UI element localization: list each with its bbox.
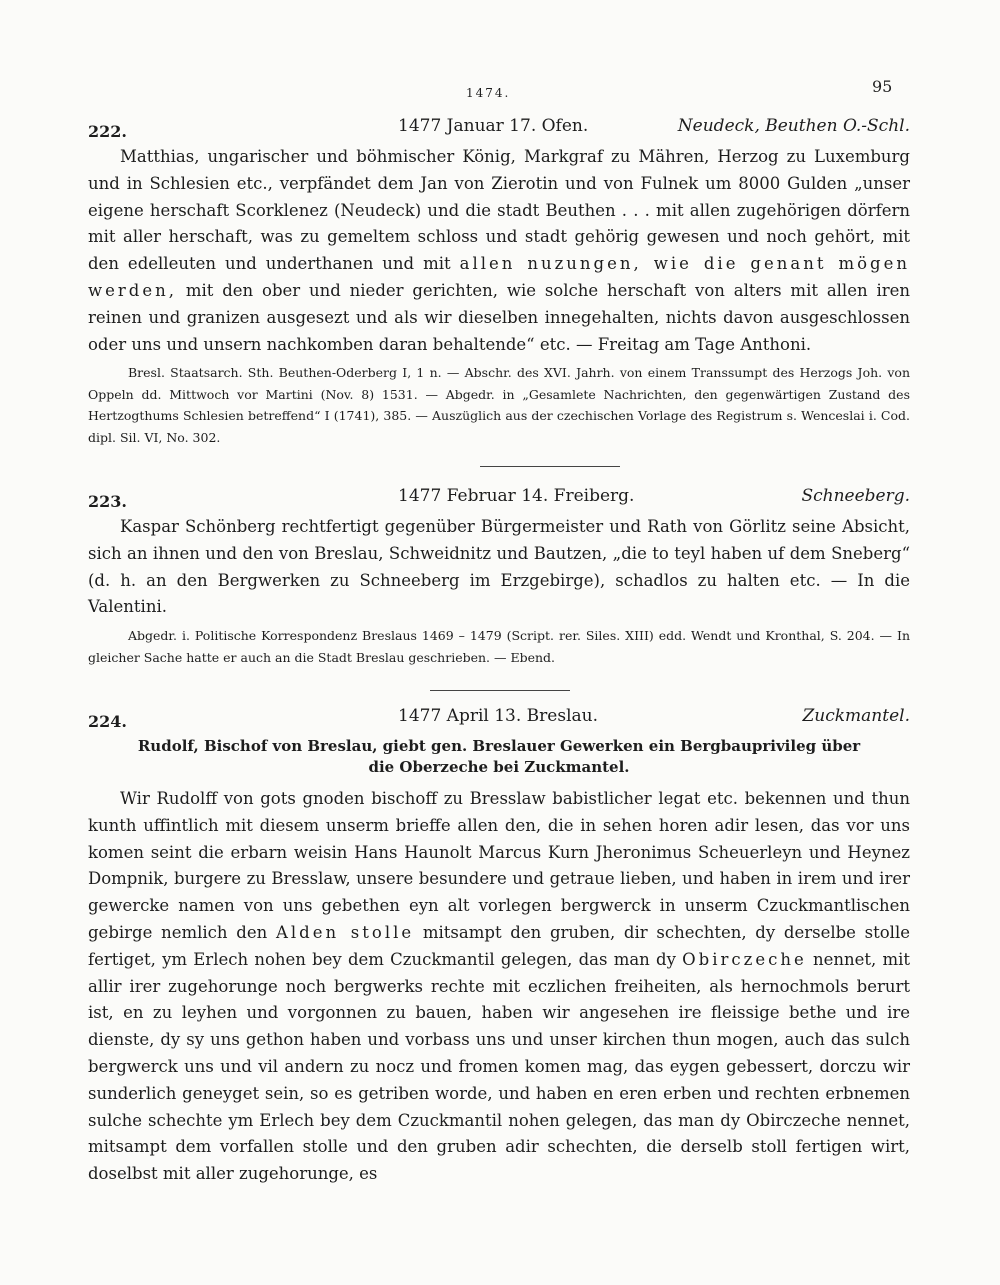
running-header-year: 1474.: [466, 86, 511, 100]
entry-number: 223.: [88, 492, 127, 511]
spaced-text: Alden stolle: [275, 922, 415, 942]
entry-223: [88, 486, 910, 668]
entry-date: 1477 Februar 14. Freiberg.: [398, 486, 635, 506]
entry-text-part: mit den ober und nieder gerichten, wie solche herschaft von alters mit allen iren reinen und granizen ausgesezt und als wir dieselben innegehalten, nichts davon ausgeschlossen oder uns und unsern nachkomben daran behaltende“ etc. — Freitag am Tage Anthoni.: [88, 280, 910, 354]
entry-place: Schneeberg.: [801, 486, 910, 506]
entry-text: [88, 786, 910, 1188]
entry-notes: [88, 362, 910, 448]
entry-heading: [88, 486, 910, 514]
entry-text: [88, 144, 910, 358]
entry-date: 1477 April 13. Breslau.: [398, 706, 598, 726]
notes-text: Bresl. Staatsarch. Sth. Beuthen-Oderberg I, 1 n. — Abschr. des XVI. Jahrh. von einem Transsumpt des Herzogs Joh. von Oppeln dd. Mittwoch vor Martini (Nov. 8) 1531. — Abgedr. in „Gesamlete Nachrichten, den gegenwärtigen Zustand des Hertzogthums Schlesien betreffend“ I (1741), 385. — Auszüglich aus der czechischen Vorlage des Registrum s. Wenceslai i. Cod. dipl. Sil. VI, No. 302.: [88, 365, 910, 445]
entry-text-part: mitsampt den gruben, dir schechten, dy derselbe stolle fertiget, ym Erlech nohen bey dem Czuckmantil gelegen, das man dy: [88, 922, 911, 969]
entry-place: Neudeck, Beuthen O.-Schl.: [677, 116, 910, 136]
entry-heading: [88, 706, 910, 734]
entry-text-part: Matthias, ungarischer und böhmischer König, Markgraf zu Mähren, Herzog zu Luxemburg und in Schlesien etc., verpfändet dem Jan von Zierotin und von Fulnek um 8000 Gulden „unser eigene herschaft Scorklenez (Neudeck) und die stadt Beuthen . . . mit allen zugehörigen dörfern mit aller herschaft, was zu gemeltem schloss und stadt gehörig gewesen und noch gehört, mit den edelleuten und underthanen und mit: [88, 147, 910, 274]
entry-text-part: nennet, mit allir irer zugehorunge noch bergwerks rechte mit eczlichen freiheiten, als hernochmols berurt ist, en zu leyhen und vorgonnen zu bauen, haben wir angesehen ire fleissige bethe und ire dienste, dy sy uns gethon haben und vorbass uns und unser kirchen thun mogen, auch das sulch bergwerck uns und vil andern zu nocz und fromen komen mag, das eygen gebessert, dorczu wir sunderlich geneyget sein, so es getriben worde, und haben en eren erben und rechten erbnemen sulche schechte ym Erlech bey dem Czuckmantil nohen gelegen, das man dy Obirczeche nennet, mitsampt dem vorfallen stolle und den gruben adir schechten, die derselb stoll fertigen wirt, doselbst mit aller zugehorunge, es: [88, 949, 911, 1184]
spaced-text: allen nuzungen, wie die genant mögen werden,: [88, 254, 910, 300]
entry-place: Zuckmantel.: [802, 706, 910, 726]
entry-text-part: Kaspar Schönberg rechtfertigt gegenüber Bürgermeister und Rath von Görlitz seine Absicht, sich an ihnen und den von Breslau, Schweidnitz und Bautzen, „die to teyl haben uf dem Sneberg“ (d. h. an den Bergwerken zu Schneeberg im Erzgebirge), schadlos zu halten etc. — In die Valentini.: [88, 517, 910, 617]
separator-rule: [430, 690, 570, 691]
entry-date: 1477 Januar 17. Ofen.: [398, 116, 589, 136]
notes-text: Abgedr. i. Politische Korrespondenz Breslaus 1469 – 1479 (Script. rer. Siles. XIII) edd. Wendt und Kronthal, S. 204. — In gleicher Sache hatte er auch an die Stadt Breslau geschrieben. — Ebend.: [88, 628, 910, 665]
entry-text: [88, 514, 910, 621]
page-number: 95: [872, 77, 893, 96]
entry-number: 224.: [88, 712, 127, 731]
entry-heading: [88, 116, 910, 144]
entry-number: 222.: [88, 122, 127, 141]
summary-line: Rudolf, Bischof von Breslau, giebt gen. Breslauer Gewerken ein Bergbauprivileg über: [137, 737, 861, 755]
spaced-text: Obirczeche: [682, 949, 807, 969]
separator-rule: [480, 466, 620, 467]
entry-notes: [88, 625, 910, 668]
entry-222: [88, 116, 910, 448]
entry-summary: [88, 736, 910, 778]
summary-line: die Oberzeche bei Zuckmantel.: [368, 758, 630, 776]
entry-224: [88, 706, 910, 1188]
entry-text-part: Wir Rudolff von gots gnoden bischoff zu Bresslaw babistlicher legat etc. bekennen und thun kunth uffintlich mit diesem unserm brieffe allen den, die in sehen horen adir lesen, das vor uns komen seint die erbarn weisin Hans Haunolt Marcus Kurn Jheronimus Scheuerleyn und Heynez Dompnik, burgere zu Bresslaw, unsere besundere und getraue lieben, und haben in irem und irer gewercke namen von uns gebethen eyn alt vorlegen bergwerck in unserm Czuckmantlischen gebirge nemlich den: [88, 789, 910, 942]
